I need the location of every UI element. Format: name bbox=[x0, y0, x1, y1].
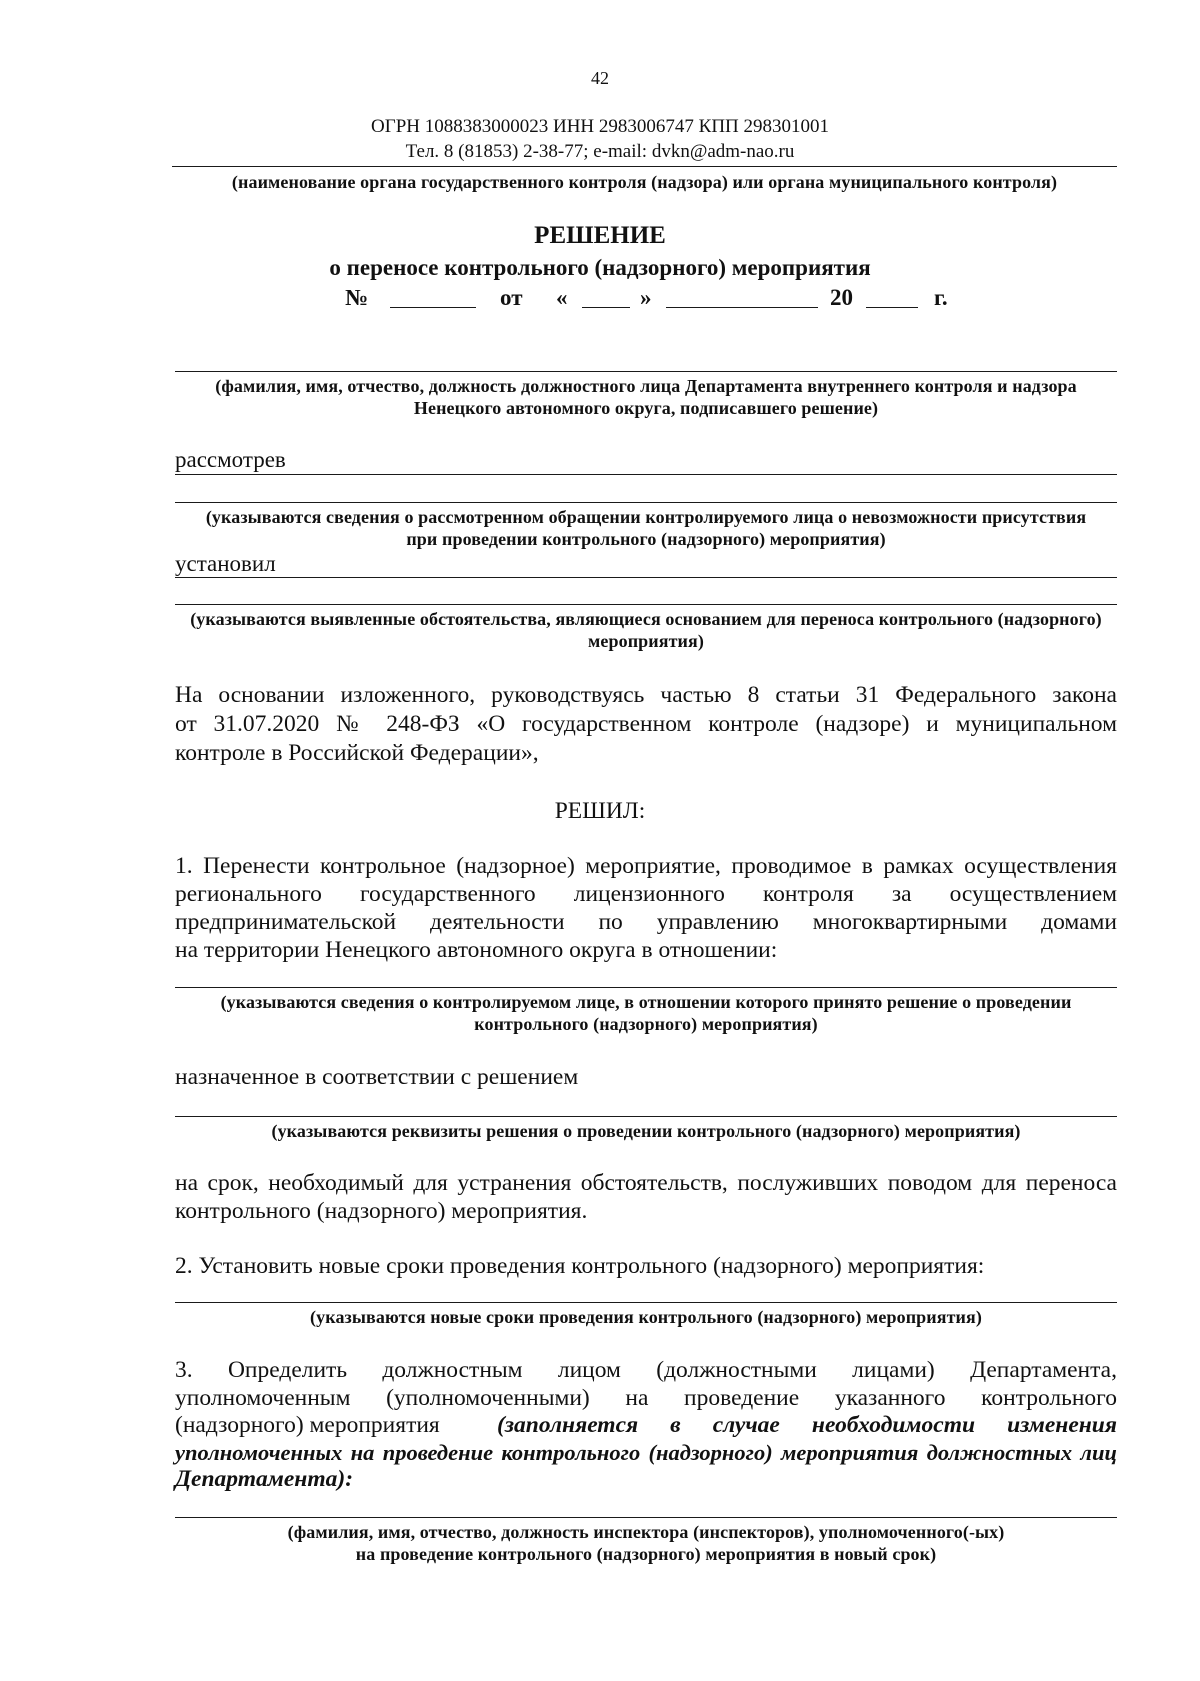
considered-label: рассмотрев bbox=[175, 447, 286, 472]
org-rule bbox=[172, 166, 1117, 167]
assigned-rule bbox=[175, 1116, 1117, 1117]
official-caption-line2: Ненецкого автономного округа, подписавшего решение) bbox=[413, 398, 879, 418]
controlled-caption-line2: контрольного (надзорного) мероприятия) bbox=[474, 1014, 818, 1034]
number-sign: № bbox=[345, 285, 369, 310]
established-label: установил bbox=[175, 551, 276, 576]
item1-line2: регионального государственного лицензионного контроля за осуществлением bbox=[175, 881, 1117, 907]
item1-line3: предпринимательской деятельности по управлению многоквартирными домами bbox=[175, 909, 1117, 935]
new-terms-rule bbox=[175, 1302, 1117, 1303]
item3-line4: уполномоченных на проведение контрольного (надзорного) мероприятия должностных лиц bbox=[175, 1440, 1117, 1465]
basis-line1: На основании изложенного, руководствуясь частью 8 статьи 31 Федерального закона bbox=[175, 682, 1117, 708]
term-line2: контрольного (надзорного) мероприятия. bbox=[175, 1198, 588, 1224]
decided-heading: РЕШИЛ: bbox=[554, 798, 646, 824]
official-caption-line1: (фамилия, имя, отчество, должность должностного лица Департамента внутреннего контроля и надзора bbox=[215, 376, 1077, 396]
item3-line3-normal: (надзорного) мероприятия bbox=[175, 1412, 440, 1438]
item1-line4: на территории Ненецкого автономного округа в отношении: bbox=[175, 937, 778, 963]
considered-rule-2 bbox=[175, 502, 1117, 503]
item3-line5: Департамента): bbox=[175, 1466, 354, 1492]
controlled-person-rule bbox=[175, 987, 1117, 988]
assigned-caption: (указываются реквизиты решения о проведении контрольного (надзорного) мероприятия) bbox=[271, 1121, 1021, 1141]
inspectors-rule bbox=[175, 1517, 1117, 1518]
number-blank[interactable] bbox=[390, 289, 476, 308]
quote-close: » bbox=[640, 285, 652, 310]
new-terms-caption: (указываются новые сроки проведения контрольного (надзорного) мероприятия) bbox=[310, 1307, 982, 1327]
from-word: от bbox=[500, 285, 523, 310]
year-prefix: 20 bbox=[830, 285, 853, 310]
inspectors-caption-line1: (фамилия, имя, отчество, должность инспектора (инспекторов), уполномоченного(-ых) bbox=[287, 1522, 1005, 1542]
item1-line1: 1. Перенести контрольное (надзорное) мероприятие, проводимое в рамках осуществления bbox=[175, 853, 1117, 879]
considered-rule-1 bbox=[175, 474, 1117, 475]
considered-caption-line1: (указываются сведения о рассмотренном обращении контролируемого лица о невозможности присутствия bbox=[205, 507, 1087, 527]
basis-line3: контроле в Российской Федерации», bbox=[175, 740, 539, 766]
item3-line1: 3. Определить должностным лицом (должностными лицами) Департамента, bbox=[175, 1357, 1117, 1383]
basis-line2: от 31.07.2020 № 248-ФЗ «О государственном контроле (надзоре) и муниципальном bbox=[175, 711, 1117, 737]
item3-line3-italic: (заполняется в случае необходимости изменения bbox=[497, 1412, 1117, 1438]
term-line1: на срок, необходимый для устранения обстоятельств, послуживших поводом для переноса bbox=[175, 1170, 1117, 1196]
year-suffix: г. bbox=[934, 285, 948, 310]
page-number: 42 bbox=[591, 68, 609, 88]
official-rule bbox=[175, 371, 1117, 372]
document-title: РЕШЕНИЕ bbox=[534, 222, 666, 249]
controlled-caption-line1: (указываются сведения о контролируемом лице, в отношении которого принято решение о проведении bbox=[220, 992, 1072, 1012]
considered-caption-line2: при проведении контрольного (надзорного) мероприятия) bbox=[406, 529, 886, 549]
month-blank[interactable] bbox=[666, 289, 818, 308]
established-rule-1 bbox=[175, 577, 1117, 578]
item3-line3 bbox=[175, 1411, 1117, 1440]
org-caption: (наименование органа государственного контроля (надзора) или органа муниципального контроля) bbox=[231, 172, 1058, 192]
day-blank[interactable] bbox=[582, 289, 630, 308]
inspectors-caption-line2: на проведение контрольного (надзорного) мероприятия в новый срок) bbox=[355, 1544, 937, 1564]
item3-line2: уполномоченным (уполномоченными) на проведение указанного контрольного bbox=[175, 1385, 1117, 1411]
year-blank[interactable] bbox=[866, 289, 918, 308]
assigned-text: назначенное в соответствии с решением bbox=[175, 1064, 579, 1090]
quote-open: « bbox=[556, 285, 568, 310]
item2-text: 2. Установить новые сроки проведения контрольного (надзорного) мероприятия: bbox=[175, 1253, 985, 1279]
established-caption-line1: (указываются выявленные обстоятельства, являющиеся основанием для переноса контрольного (надзорного) bbox=[190, 609, 1102, 629]
contact-line: Тел. 8 (81853) 2-38-77; e-mail: dvkn@adm-nao.ru bbox=[405, 141, 795, 162]
document-subtitle: о переносе контрольного (надзорного) мероприятия bbox=[329, 255, 871, 280]
ogrn-line: ОГРН 1088383000023 ИНН 2983006747 КПП 298301001 bbox=[370, 116, 830, 137]
established-caption-line2: мероприятия) bbox=[588, 631, 704, 651]
established-rule-2 bbox=[175, 604, 1117, 605]
